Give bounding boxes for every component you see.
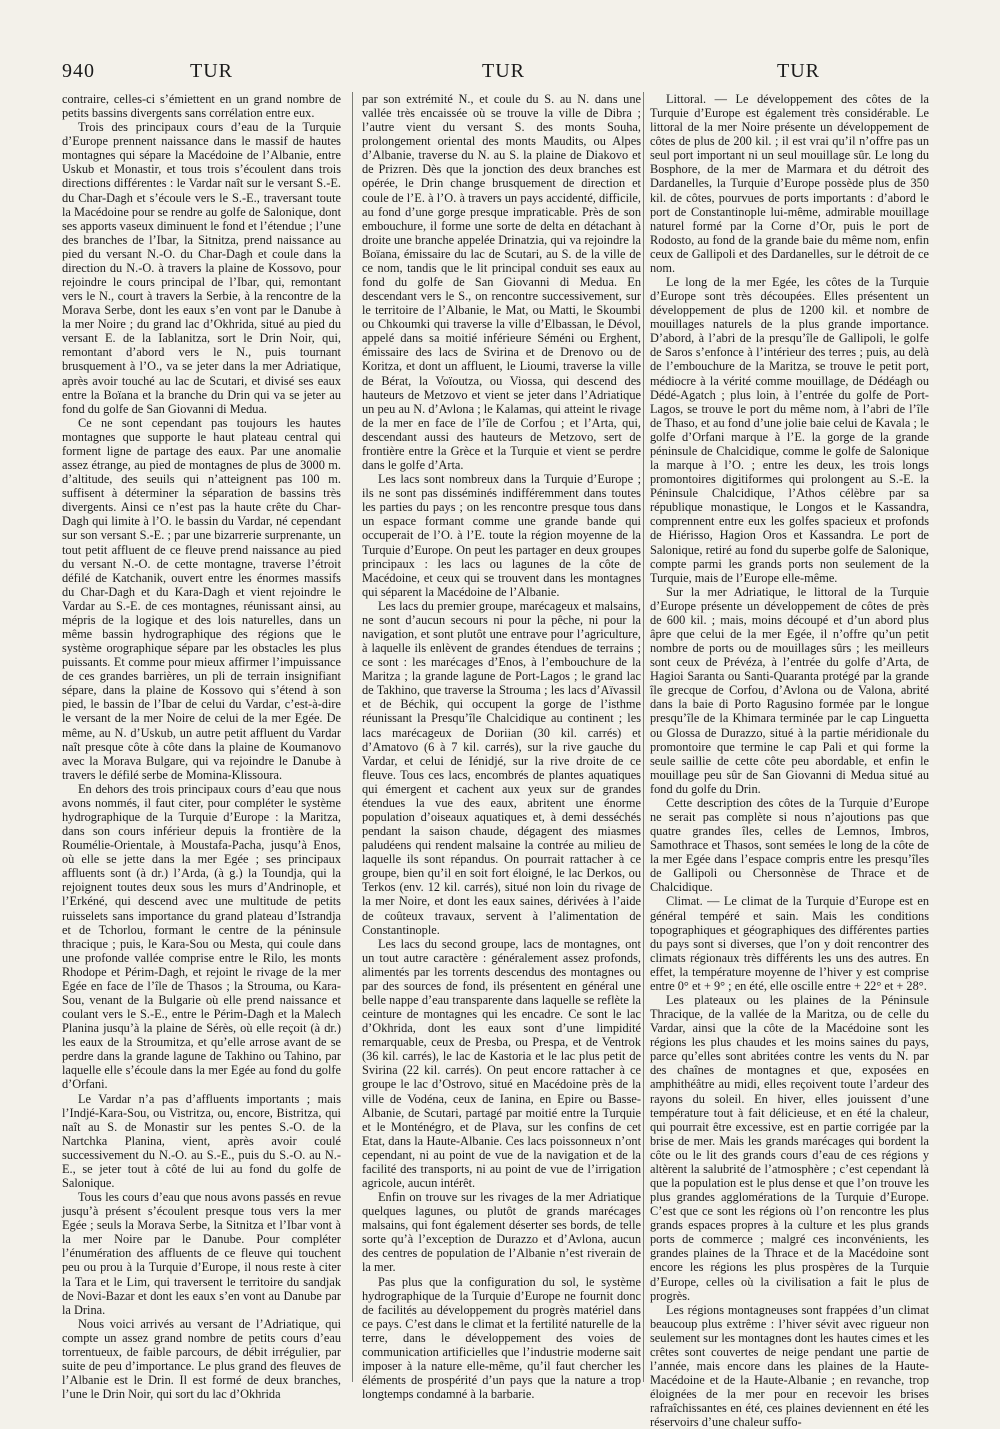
- paragraph: Littoral. — Le développement des côtes de la Turquie d’Europe est également très considérable. Le littoral de la mer Noire présente un développement de côtes de plus de 200 kil. ; il est vrai qu’il n’offre pas un seul port important ni un seul mouillage sûr. Le long du Bosphore, de la mer de Marmara et du détroit des Dardanelles, la Turquie d’Europe possède plus de 350 kil. de côtes, pourvues de ports importants : d’abord le port de Constantinople lui-même, admirable mouillage naturel formé par la Corne d’Or, puis le port de Rodosto, au fond de la grande baie du même nom, enfin ceux de Gallipoli et des Dardanelles, sur le détroit de ce nom.: [650, 92, 929, 275]
- paragraph: Le Vardar n’a pas d’affluents importants ; mais l’Indjé-Kara-Sou, ou Vistritza, ou, encore, Bistritza, qui naît au S. de Monastir sur les pentes S.-O. de la Nartchka Planina, vient, après avoir coulé successivement du N.-O. au S.-E., puis du S.-O. au N.-E., se jeter tout à côté de lui au fond du golfe de Salonique.: [62, 1091, 341, 1191]
- paragraph: Sur la mer Adriatique, le littoral de la Turquie d’Europe présente un développement de côtes de près de 600 kil. ; mais, moins découpé et d’un abord plus âpre que celui de la mer Egée, il n’offre qu’un petit nombre de ports ou de mouillages sûrs ; les meilleurs sont ceux de Prévéza, à l’entrée du golfe d’Arta, de Hagioi Saranta ou Santi-Quaranta protégé par la grande île grecque de Corfou, d’Avlona ou de Valona, abrité dans la baie di Porto Ragusino formée par le longue presqu’île de la Khimara terminée par le cap Linguetta ou Glossa de Durazzo, situé à la partie méridionale du promontoire que termine le cap Pali et qui forme la seule saillie de cette côte peu abordable, et enfin le mouillage peu sûr de San Giovanni di Medua situé au fond du golfe du Drin.: [650, 584, 929, 796]
- paragraph: par son extrémité N., et coule du S. au N. dans une vallée très encaissée où se trouve la ville de Dibra ; l’autre vient du versant S. des monts Souha, prolongement oriental des monts Maudits, ou Alpes d’Albanie, traverse du N. au S. la plaine de Diakovo et de Prizren. Dès que la jonction des deux branches est opérée, le Drin change brusquement de direction et coule de l’E. à l’O. à travers un pays accidenté, difficile, au fond d’une gorge presque impraticable. Près de son embouchure, il forme une sorte de delta en détachant à droite une branche appelée Drinatzia, qui va rejoindre la Boïana, émissaire du lac de Scutari, au S. de la ville de ce nom, tandis que le lit principal conduit ses eaux au fond du golfe de San Giovanni di Medua. En descendant vers le S., on rencontre successivement, sur le territoire de l’Albanie, le Mat, ou Matti, le Skoumbi ou Chkoumki qui traverse la ville d’Elbassan, le Dévol, appelé dans sa moitié inférieure Séméni ou Erghent, émissaire des lacs de Svirina et de Drenovo ou de Koritza, et dont un affluent, le Lioumi, traverse la ville de Bérat, la Voïoutza, ou Viossa, qui descend des hauteurs de Metzovo et vient se jeter dans l’Adriatique un peu au N. d’Avlona ; le Kalamas, qui atteint le rivage de la mer en face de l’île de Corfou ; et l’Arta, qui, descendant aussi des hauteurs de Metzovo, sert de frontière entre la Grèce et la Turquie et vient se perdre dans le golfe d’Arta.: [362, 92, 641, 473]
- column-3: [650, 92, 929, 1429]
- paragraph: Tous les cours d’eau que nous avons passés en revue jusqu’à présent s’écoulent presque tous vers la mer Egée ; seuls la Morava Serbe, la Sitnitza et l’Ibar vont à la mer Noire par le Danube. Pour compléter l’énumération des affluents de ce fleuve qui touchent peu ou prou à la Turquie d’Europe, il nous reste à citer la Tara et le Lim, qui traversent le territoire du sandjak de Novi-Bazar et dont les eaux s’en vont au Danube par la Drina.: [62, 1190, 341, 1317]
- column-divider: [352, 92, 353, 1382]
- paragraph: Climat. — Le climat de la Turquie d’Europe est en général tempéré et sain. Mais les conditions topographiques et géographiques des différentes parties du pays sont si diverses, que l’on y doit rencontrer des climats régionaux très différents les uns des autres. En effet, la température moyenne de l’hiver y est comprise entre 0° et + 9° ; en été, elle oscille entre + 22° et + 28°.: [650, 894, 929, 993]
- running-header: [62, 60, 942, 86]
- running-head-right: TUR: [777, 60, 820, 82]
- paragraph: Les lacs du premier groupe, marécageux et malsains, ne sont d’aucun secours ni pour la pêche, ni pour la navigation, et sont plutôt une entrave pour l’agriculture, à laquelle ils enlèvent de grandes étendues de terrains ; ce sont : les marécages d’Enos, à l’embouchure de la Maritza ; la grande lagune de Port-Lagos ; le grand lac de Takhino, que traverse la Strouma ; les lacs d’Aïvassil et de Béchik, qui occupent la gorge de l’isthme réunissant la Presqu’île Chalcidique au continent ; les lacs marécageux de Doriian (30 kil. carrés) et d’Amatovo (6 à 7 kil. carrés), sur la rive gauche du Vardar, et celui de Iénidjé, sur la rive droite de ce fleuve. Tous ces lacs, encombrés de plantes aquatiques qui émergent et cachent aux yeux sur de grandes étendues la vue des eaux, abritent une énorme population d’oiseaux aquatiques et, à demi desséchés pendant la saison chaude, dégagent des miasmes paludéens qui rendent malsaine la contrée au milieu de laquelle ils sont répandus. On pourrait rattacher à ce groupe, bien qu’il en soit fort éloigné, le lac Derkos, ou Terkos (env. 12 kil. carrés), situé non loin du rivage de la mer Noire, et dont les eaux saines, dérivées à l’aide de coûteux travaux, servent à l’alimentation de Constantinople.: [362, 598, 641, 937]
- column-1: [62, 92, 342, 1402]
- paragraph: En dehors des trois principaux cours d’eau que nous avons nommés, il faut citer, pour compléter le système hydrographique de la Turquie d’Europe : la Maritza, dans son cours inférieur depuis la frontière de la Roumélie-Orientale, à Moustafa-Pacha, jusqu’à Enos, où elle se jette dans la mer Egée ; ses principaux affluents sont (à dr.) l’Arda, (à g.) la Toundja, qui la rejoignent toutes deux sous les murs d’Andrinople, et l’Erkéné, qui descend avec une multitude de petits ruisselets sans importance du grand plateau d’Istrandja et de Tchorlou, formant le centre de la péninsule thracique ; puis, le Kara-Sou ou Mesta, qui coule dans une profonde vallée comprise entre le Rilo, les monts Rhodope et Périm-Dagh, et rejoint le rivage de la mer Egée en face de l’île de Thasos ; la Strouma, ou Kara-Sou, venant de la Bulgarie où elle prend naissance et coulant vers le S.-E., entre le Périm-Dagh et la Malech Planina jusqu’à la plaine de Sérès, où elle reçoit (à dr.) les eaux de la Stroumitza, et qu’elle arrose avant de se perdre dans la grande lagune de Takhino ou Tahino, par laquelle elle s’écoule dans la mer Egée au fond du golfe d’Orfani.: [62, 781, 341, 1092]
- paragraph: Pas plus que la configuration du sol, le système hydrographique de la Turquie d’Europe ne fournit donc de facilités au développement du progrès matériel dans ce pays. C’est dans le climat et la fertilité naturelle de la terre, dans le développement des voies de communication artificielles que l’industrie moderne sait imposer à la nature elle-même, qu’il faut chercher les éléments de prospérité d’un pays que la nature a trop longtemps condamné à la barbarie.: [362, 1274, 641, 1402]
- paragraph: contraire, celles-ci s’émiettent en un grand nombre de petits bassins divergents sans corrélation entre eux.: [62, 92, 341, 121]
- paragraph: Les lacs sont nombreux dans la Turquie d’Europe ; ils ne sont pas disséminés indifféremment dans toutes les parties du pays ; on les rencontre presque tous dans un espace formant comme une grande bande qui occuperait de l’O. à l’E. toute la région moyenne de la Turquie d’Europe. On peut les partager en deux groupes principaux : les lacs ou lagunes de la côte de Macédoine, et ceux qui se trouvent dans les montagnes qui séparent la Macédoine de l’Albanie.: [362, 472, 641, 599]
- paragraph: Les lacs du second groupe, lacs de montagnes, ont un tout autre caractère : généralement assez profonds, alimentés par les torrents descendus des montagnes ou par des sources de fond, ils présentent en général une belle nappe d’eau transparente dans laquelle se reflète la ceinture de montagnes qui les encadre. Ce sont le lac d’Okhrida, dont les eaux sont d’une limpidité remarquable, ceux de Presba, ou Prespa, et de Ventrok (36 kil. carrés), le lac de Kastoria et le lac plus petit de Svirina (22 kil. carrés). On peut encore rattacher à ce groupe le lac d’Ostrovo, situé en Macédoine près de la ville de Vodéna, ceux de Ianina, en Epire ou Basse-Albanie, de Scutari, partagé par moitié entre la Turquie et le Monténégro, et de Plava, sur les confins de cet Etat, dans la Haute-Albanie. Ces lacs poissonneux n’ont cependant, ni au point de vue de la navigation et de la facilité des transports, ni au point de vue de l’irrigation agricole, aucun intérêt.: [362, 936, 641, 1191]
- paragraph: Le long de la mer Egée, les côtes de la Turquie d’Europe sont très découpées. Elles présentent un développement de plus de 1200 kil. et nombre de mouillages naturels de la plus grande importance. D’abord, à l’abri de la presqu’île de Gallipoli, le golfe de Saros s’enfonce à l’intérieur des terres ; puis, au delà de l’embouchure de la Maritza, se trouve le petit port, médiocre à la vérité comme mouillage, de Dédéagh ou Dédé-Agatch ; plus loin, à l’entrée du golfe de Port-Lagos, se trouve le port du même nom, à l’abri de l’île de Thaso, et au fond d’une jolie baie celui de Kavala ; le golfe d’Orfani marque à l’E. la gorge de la grande péninsule de Chalcidique, comme le golfe de Salonique la marque à l’O. ; entre les deux, les trois longs promontoires digitiformes qui prolongent au S.-E. la Péninsule Chalcidique, l’Athos célèbre par sa république monastique, le Longos et le Kassandra, comprennent entre eux les golfes spacieux et profonds de Hiérisso, Hagion Oros et Kassandra. Le port de Salonique, retiré au fond du superbe golfe de Salonique, compte parmi les grands ports non seulement de la Turquie, mais de l’Europe elle-même.: [650, 275, 929, 585]
- running-head-left: TUR: [190, 60, 233, 82]
- paragraph: Cette description des côtes de la Turquie d’Europe ne serait pas complète si nous n’ajoutions pas que quatre grandes îles, celles de Lemnos, Imbros, Samothrace et Thasos, sont semées le long de la côte de la mer Egée dans l’espace compris entre les presqu’îles de Gallipoli ou Chersonnèse de Thrace et de Chalcidique.: [650, 795, 929, 895]
- page-number: 940: [62, 60, 95, 82]
- paragraph: Nous voici arrivés au versant de l’Adriatique, qui compte un assez grand nombre de petits cours d’eau torrentueux, de faible parcours, de débit irrégulier, par suite de peu d’importance. Le plus grand des fleuves de l’Albanie est le Drin. Il est formé de deux branches, l’une le Drin Noir, qui sort du lac d’Okhrida: [62, 1316, 341, 1402]
- paragraph: Enfin on trouve sur les rivages de la mer Adriatique quelques lagunes, ou plutôt de grands marécages malsains, qui font également déserter ses bords, de telle sorte qu’à l’exception de Durazzo et d’Avlona, aucun des centres de population de l’Albanie n’est riverain de la mer.: [362, 1190, 641, 1275]
- running-head-center: TUR: [482, 60, 525, 82]
- column-2: [362, 92, 641, 1402]
- paragraph: Trois des principaux cours d’eau de la Turquie d’Europe prennent naissance dans le massif de hautes montagnes qui sépare la Macédoine de l’Albanie, entre Uskub et Monastir, et tous trois s’écoulent dans trois directions différentes : le Vardar naît sur le versant S.-E. du Char-Dagh et s’écoule vers le S.-E., traversant toute la Macédoine pour se rendre au golfe de Salonique, dont ses apports vaseux diminuent le fond et l’étendue ; l’une des branches de l’Ibar, la Sitnitza, prend naissance au pied du versant N.-O. du Char-Dagh et coule dans la direction du N.-O. à travers la plaine de Kossovo, pour rejoindre le cours principal de l’Ibar, qui, remontant vers le N., court à travers la Serbie, à la rencontre de la Morava Serbe, dont les eaux s’en vont par le Danube à la mer Noire ; du grand lac d’Okhrida, situé au pied du versant E. de la Iablanitza, sort le Drin Noir, qui, remontant d’abord vers le N., puis tournant brusquement à l’O., va se jeter dans la mer Adriatique, après avoir touché au lac de Scutari, et divisé ses eaux entre la Boïana et la branche du Drin qui va se jeter au fond du golfe de San Giovanni di Medua.: [62, 120, 342, 416]
- paragraph: Les régions montagneuses sont frappées d’un climat beaucoup plus extrême : l’hiver sévit avec rigueur non seulement sur les montagnes dont les hautes cimes et les crêtes sont couvertes de neige pendant une partie de l’année, mais encore dans les plaines de la Haute-Macédoine et de la Haute-Albanie ; en revanche, trop éloignées de la mer pour en recevoir les brises rafraîchissantes en été, ces plaines deviennent en été les réservoirs d’une chaleur suffo-: [650, 1302, 929, 1429]
- column-divider: [643, 92, 644, 1382]
- paragraph: Ce ne sont cependant pas toujours les hautes montagnes que supporte le haut plateau central qui forment ligne de partage des eaux. Par une anomalie assez étrange, au pied de montagnes de plus de 3000 m. d’altitude, des seuils qui n’atteignent pas 100 m. suffisent à déterminer la séparation de bassins très divergents. Ainsi ce n’est pas la haute crête du Char-Dagh qui limite à l’O. le bassin du Vardar, né cependant sur son versant S.-E. ; par une bizarrerie surprenante, un tout petit affluent de ce fleuve prend naissance au pied du versant N.-O. de cette montagne, traverse l’étroit défilé de Katchanik, ouvert entre les énormes massifs du Char-Dagh et du Kara-Dagh et vient rejoindre le Vardar au S.-E. de ces montagnes, réunissant ainsi, au mépris de la logique et des lois naturelles, dans un même bassin hydrographique des régions que le système orographique sépare par les obstacles les plus puissants. Et comme pour mieux affirmer l’impuissance de ces grandes barrières, un pli de terrain insignifiant sépare, dans la plaine de Kossovo qui s’étend à son pied, le bassin de l’Ibar de celui du Vardar, c’est-à-dire le versant de la mer Noire de celui de la mer Egée. De même, au N. d’Uskub, un autre petit affluent du Vardar naît presque côte à côte dans la plaine de Koumanovo avec la Morava Bulgare, qui va rejoindre le Danube à travers le défilé serbe de Momina-Klissoura.: [62, 415, 341, 782]
- paragraph: Les plateaux ou les plaines de la Péninsule Thracique, de la vallée de la Maritza, ou de celle du Vardar, ainsi que la côte de la Macédoine sont les régions les plus chaudes et les moins saines du pays, parce qu’elles sont abritées contre les vents du N. par des chaînes de montagnes et que, exposées en amphithéâtre au midi, elles reçoivent toute l’ardeur des rayons du soleil. En hiver, elles jouissent d’une température tout à fait délicieuse, et en été la chaleur, qui pourrait être excessive, est en partie corrigée par la brise de mer. Mais les grands marécages qui bordent la côte ou le lit des grands cours d’eau de ces régions y altèrent la salubrité de l’atmosphère ; c’est cependant là que la population est le plus dense et que l’on trouve les plus grandes agglomérations de la Turquie d’Europe. C’est que ce sont les régions où l’on rencontre les plus grands espaces propres à la culture et les plus grands ports de commerce ; malgré ces inconvénients, les grandes plaines de la Thrace et de la Macédoine sont encore les régions les plus prospères de la Turquie d’Europe, celles où la civilisation a fait le plus de progrès.: [650, 993, 929, 1303]
